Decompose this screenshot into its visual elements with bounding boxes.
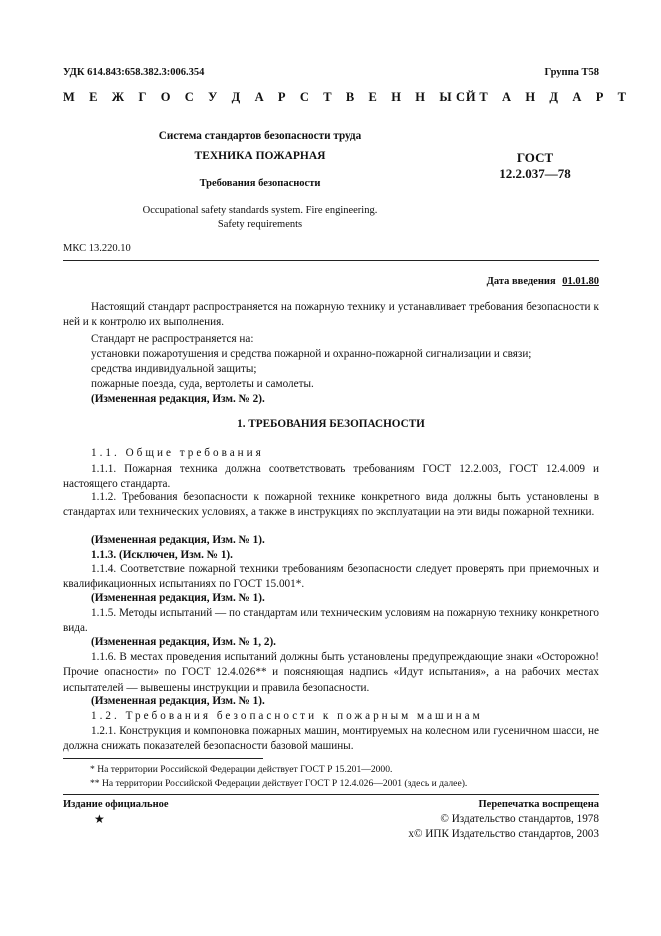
intro-item-1: установки пожаротушения и средства пожарной и охранно-пожарной сигнализации и связи; [91, 348, 532, 360]
copyright-2003 [408, 828, 599, 840]
intro-item-3: пожарные поезда, суда, вертолеты и самолеты. [91, 378, 314, 390]
date-value: 01.01.80 [562, 276, 599, 287]
intro-not-applies: Стандарт не распространяется на: [91, 333, 254, 345]
intro-revision: (Измененная редакция, Изм. № 2). [91, 393, 265, 405]
subtitle: Требования безопасности [199, 178, 321, 189]
revision-note-4: (Измененная редакция, Изм. № 1). [91, 695, 265, 707]
clause-1-1-3-text: 1.1.3. (Исключен, Изм. № 1). [91, 549, 233, 561]
udk-code: УДК 614.843:658.382.3:006.354 [63, 67, 205, 78]
subsection-1-1: 1.1. Общие требования [91, 447, 264, 459]
banner-right: С Т А Н Д А Р Т [456, 90, 632, 104]
gost-number: 12.2.037—78 [499, 166, 571, 181]
footer-divider [63, 794, 599, 795]
footnote-2: ** На территории Российской Федерации действует ГОСТ Р 12.4.026—2001 (здесь и далее). [90, 778, 468, 789]
banner-left: М Е Ж Г О С У Д А Р С Т В Е Н Н Ы Й [63, 90, 482, 104]
introduction-date [487, 276, 599, 287]
english-title-line2: Safety requirements [217, 219, 303, 230]
star-icon: ★ [94, 812, 105, 826]
clause-1-1-6: 1.1.6. В местах проведения испытаний должны быть установлены предупреждающие знаки «Осторожно! Прочие опасности» по ГОСТ 12.4.026** и поясняющая надпись «Идут испытания», а на рабочих местах испытателей — вывешены инструкции и правила безопасности. [63, 651, 599, 694]
footnote-divider [63, 758, 263, 759]
clause-1-1-2: 1.1.2. Требования безопасности к пожарной технике конкретного вида должны быть установлены в стандартах или технических условиях, а также в инструкциях по эксплуатации на эти виды пожарной техники. [63, 491, 599, 519]
official-edition: Издание официальное [63, 799, 169, 810]
clause-1-1-1: 1.1.1. Пожарная техника должна соответствовать требованиям ГОСТ 12.2.003, ГОСТ 12.4.009 и настоящего стандарта. [63, 463, 599, 491]
subsection-1-2: 1.2. Требования безопасности к пожарным машинам [91, 710, 483, 722]
copyright-1978: © Издательство стандартов, 1978 [440, 813, 599, 825]
date-label: Дата введения [486, 276, 556, 287]
copyright-2003-text: © ИПК Издательство стандартов, 2003 [413, 828, 599, 840]
clause-1-2-1: 1.2.1. Конструкция и компоновка пожарных машин, монтируемых на колесном или гусеничном шасси, не должна снижать показателей безопасности базовой машины. [63, 725, 599, 753]
copyright-mark: х [408, 828, 414, 840]
main-title: ТЕХНИКА ПОЖАРНАЯ [194, 150, 326, 162]
footnote-1: * На территории Российской Федерации действует ГОСТ Р 15.201—2000. [90, 764, 393, 775]
section-heading: 1. ТРЕБОВАНИЯ БЕЗОПАСНОСТИ [237, 418, 425, 430]
intro-item-2: средства индивидуальной защиты; [91, 363, 257, 375]
intro-paragraph: Настоящий стандарт распространяется на пожарную технику и устанавливает требования безопасности к ней и к контролю их выполнения. [63, 301, 599, 329]
reprint-prohibited: Перепечатка воспрещена [478, 799, 599, 810]
group-code: Группа Т58 [544, 67, 599, 78]
system-title: Система стандартов безопасности труда [158, 130, 362, 142]
revision-note-1: (Измененная редакция, Изм. № 1). [91, 534, 265, 546]
clause-1-1-4: 1.1.4. Соответствие пожарной техники требованиям безопасности следует проверять при приемочных и квалификационных испытаниях по ГОСТ 15.001*. [63, 563, 599, 591]
header-divider [63, 260, 599, 261]
clause-1-1-5: 1.1.5. Методы испытаний — по стандартам или техническим условиям на пожарную технику конкретного вида. [63, 607, 599, 635]
revision-note-2: (Измененная редакция, Изм. № 1). [91, 592, 265, 604]
english-title-line1: Occupational safety standards system. Fire engineering. [142, 205, 378, 216]
revision-note-3: (Измененная редакция, Изм. № 1, 2). [91, 636, 276, 648]
mks-code: МКС 13.220.10 [63, 243, 131, 254]
gost-label: ГОСТ [516, 150, 554, 165]
